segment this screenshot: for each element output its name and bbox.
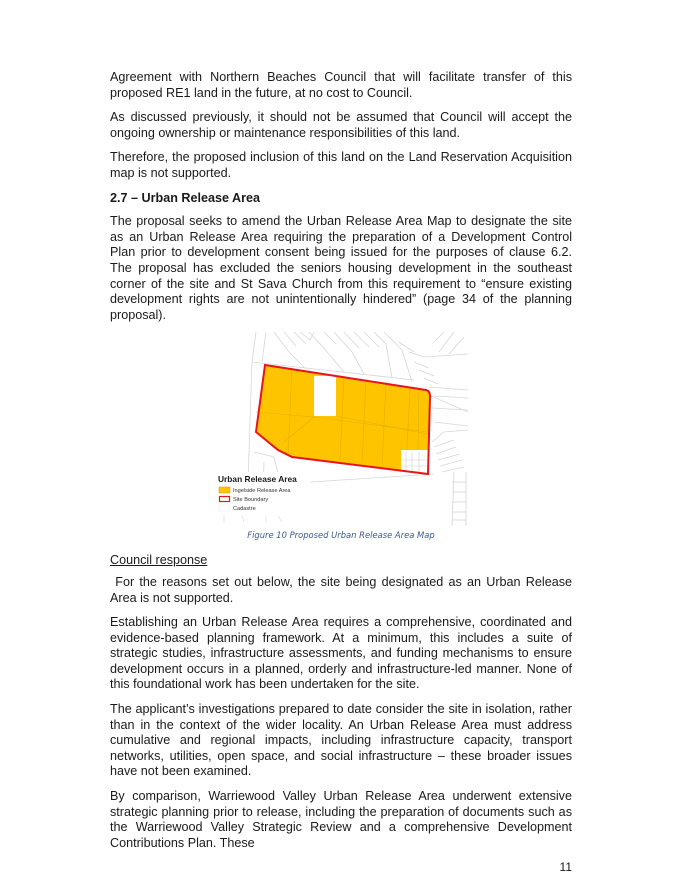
legend-swatch-release-area [219, 487, 230, 493]
legend-title: Urban Release Area [218, 474, 297, 485]
figure-caption: Figure 10 Proposed Urban Release Area Map [247, 530, 435, 541]
legend-label-site-boundary: Site Boundary [233, 497, 269, 504]
page-number: 11 [559, 860, 572, 875]
legend-swatch-cadastre [219, 505, 230, 511]
council-response-heading: Council response [110, 553, 208, 568]
paragraph-therefore: Therefore, the proposed inclusion of this land on the Land Reservation Acquisition map is not supported. [110, 150, 572, 180]
paragraph-intro: Agreement with Northern Beaches Council that will facilitate transfer of this proposed RE1 land in the future, at no cost to Council. [110, 70, 572, 100]
legend-label-release-area: Ingelside Release Area [233, 488, 291, 495]
text-column [110, 70, 575, 875]
map-legend [214, 472, 310, 526]
urban-release-area-map [214, 332, 468, 526]
excluded-parcel [314, 376, 336, 416]
paragraph-proposal: The proposal seeks to amend the Urban Release Area Map to designate the site as an Urban Release Area requiring the preparation of a Development Control Plan prior to development consent being issued for the purposes of clause 6.2. The proposal has excluded the seniors housing development in the southeast corner of the site and St Sava Church from this requirement to “ensure existing development rights are not unintentionally hindered” (page 34 of the planning proposal). [110, 214, 572, 322]
paragraph-discussed: As discussed previously, it should not be assumed that Council will accept the ongoing ownership or maintenance responsibilities of this land. [110, 110, 572, 140]
paragraph-applicant: The applicant’s investigations prepared to date consider the site in isolation, rather than in the context of the wider locality. An Urban Release Area must address cumulative and regional impacts, including infrastructure capacity, transport networks, utilities, open space, and social infrastructure – these broader issues have not been examined. [110, 702, 572, 779]
legend-label-cadastre: Cadastre [233, 506, 256, 513]
paragraph-reasons: For the reasons set out below, the site being designated as an Urban Release Area is not supported. [110, 574, 575, 605]
section-heading: 2.7 – Urban Release Area [110, 190, 261, 205]
paragraph-establishing: Establishing an Urban Release Area requires a comprehensive, coordinated and evidence-based planning framework. At a minimum, this includes a suite of strategic studies, infrastructure assessments, and funding mechanisms to ensure development occurs in a planned, orderly and infrastructure-led manner. None of this foundational work has been undertaken for the site. [110, 615, 572, 692]
paragraph-comparison: By comparison, Warriewood Valley Urban Release Area underwent extensive strategic planning prior to release, including the preparation of documents such as the Warriewood Valley Strategic Review and a comprehensive Development Contributions Plan. These [110, 789, 572, 850]
excluded-seniors-housing [401, 450, 428, 473]
legend-swatch-site-boundary [220, 497, 230, 502]
